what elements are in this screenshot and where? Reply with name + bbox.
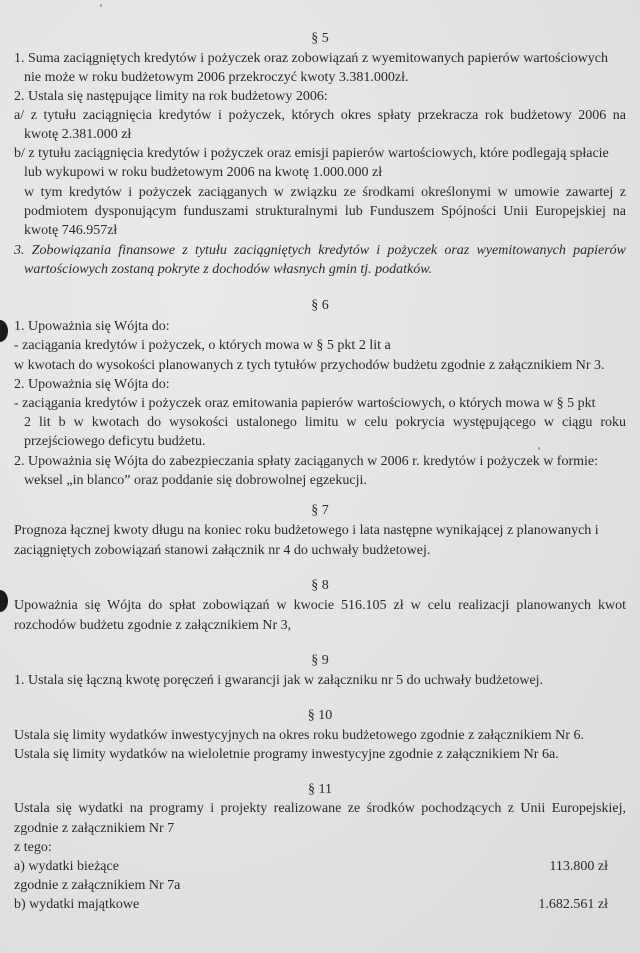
section-11-heading: § 11 <box>308 782 332 797</box>
s5-b-line1: b/ z tytułu zaciągnięcia kredytów i pożyczek oraz emisji papierów wartościowych, które podlegają spłacie <box>14 146 609 161</box>
s10-line2: Ustala się limity wydatków na wieloletnie programy inwestycyjne zgodnie z załącznikiem Nr 6a. <box>14 747 559 762</box>
section-9-heading: § 9 <box>311 653 329 668</box>
s11-a-amount: 113.800 zł <box>549 859 608 874</box>
s5-b-line3: w tym kredytów i pożyczek zaciąganych w związku ze środkami określonymi w umowie zawartej z <box>24 185 626 200</box>
s6-p2-dash2: 2 lit b w kwotach do wysokości ustalonego limitu w celu pokrycia występującego w ciągu roku <box>24 415 626 430</box>
s8-line1: Upoważnia się Wójta do spłat zobowiązań w kwocie 516.105 zł w celu realizacji planowanych kwot <box>14 598 626 613</box>
s11-line2: zgodnie z załącznikiem Nr 7 <box>14 821 175 836</box>
s11-line3: z tego: <box>14 840 52 855</box>
s5-p3-line1: 3. Zobowiązania finansowe z tytułu zaciągniętych kredytów i pożyczek oraz wyemitowanych papierów <box>14 243 626 258</box>
s8-line2: rozchodów budżetu zgodnie z załącznikiem Nr 3, <box>14 618 292 633</box>
s5-b-line2: lub wykupowi w roku budżetowym 2006 na kwotę 1.000.000 zł <box>24 165 383 180</box>
s11-a-note: zgodnie z załącznikiem Nr 7a <box>14 878 181 893</box>
s5-b-line5: kwotę 746.957zł <box>24 223 118 238</box>
s7-line1: Prognoza łącznej kwoty długu na koniec roku budżetowego i lata następne wynikającej z planowanych i <box>14 523 599 538</box>
s5-p1-line2: nie może w roku budżetowym 2006 przekroczyć kwoty 3.381.000zł. <box>24 70 409 85</box>
punch-hole <box>0 320 8 342</box>
scan-speck <box>100 4 102 7</box>
s5-p2: 2. Ustala się następujące limity na rok budżetowy 2006: <box>14 89 328 104</box>
s5-p3-line2: wartościowych zostaną pokryte z dochodów własnych gmin tj. podatków. <box>24 262 433 277</box>
section-10-heading: § 10 <box>307 708 333 723</box>
section-7-heading: § 7 <box>311 503 329 518</box>
s11-b-amount: 1.682.561 zł <box>538 897 608 912</box>
section-5-heading: § 5 <box>311 31 329 46</box>
s6-p1: 1. Upoważnia się Wójta do: <box>14 319 170 334</box>
s6-p3-line1: 2. Upoważnia się Wójta do zabezpieczania spłaty zaciąganych w 2006 r. kredytów i pożyczek w formie: <box>14 454 599 469</box>
s5-p1-line1: 1. Suma zaciągniętych kredytów i pożyczek oraz zobowiązań z wyemitowanych papierów wartościowych <box>14 51 608 66</box>
s5-b-line4: podmiotem dysponującym funduszami strukturalnymi lub Funduszem Spójności Unii Europejskiej na <box>24 204 626 219</box>
s7-line2: zaciągniętych zobowiązań stanowi załącznik nr 4 do uchwały budżetowej. <box>14 543 431 558</box>
scan-speck <box>538 447 540 450</box>
s11-a-label: a) wydatki bieżące <box>14 859 119 874</box>
s5-a-line1: a/ z tytułu zaciągnięcia kredytów i pożyczek, których okres spłaty przekracza rok budżetowy 2006 na <box>14 108 626 123</box>
s6-p2-dash1: - zaciągania kredytów i pożyczek oraz emitowania papierów wartościowych, o których mowa w § 5 pkt <box>14 396 596 411</box>
section-8-heading: § 8 <box>311 578 329 593</box>
s11-b-label: b) wydatki majątkowe <box>14 897 140 912</box>
s6-p2-dash3: przejściowego deficytu budżetu. <box>24 434 206 449</box>
section-6-heading: § 6 <box>311 298 329 313</box>
s6-p2: 2. Upoważnia się Wójta do: <box>14 377 170 392</box>
s11-line1: Ustala się wydatki na programy i projekty realizowane ze środków pochodzących z Unii Europejskiej, <box>14 801 626 816</box>
s6-p1-cont: w kwotach do wysokości planowanych z tych tytułów przychodów budżetu zgodnie z załącznikiem Nr 3. <box>14 358 605 373</box>
s6-p3-line2: weksel „in blanco” oraz poddanie się dobrowolnej egzekucji. <box>24 473 367 488</box>
s9-line1: 1. Ustala się łączną kwotę poręczeń i gwarancji jak w załączniku nr 5 do uchwały budżetowej. <box>14 673 544 688</box>
s10-line1: Ustala się limity wydatków inwestycyjnych na okres roku budżetowego zgodnie z załącznikiem Nr 6. <box>14 728 584 743</box>
s6-p1-dash: - zaciągania kredytów i pożyczek, o których mowa w § 5 pkt 2 lit a <box>14 338 391 353</box>
s5-a-line2: kwotę 2.381.000 zł <box>24 127 132 142</box>
